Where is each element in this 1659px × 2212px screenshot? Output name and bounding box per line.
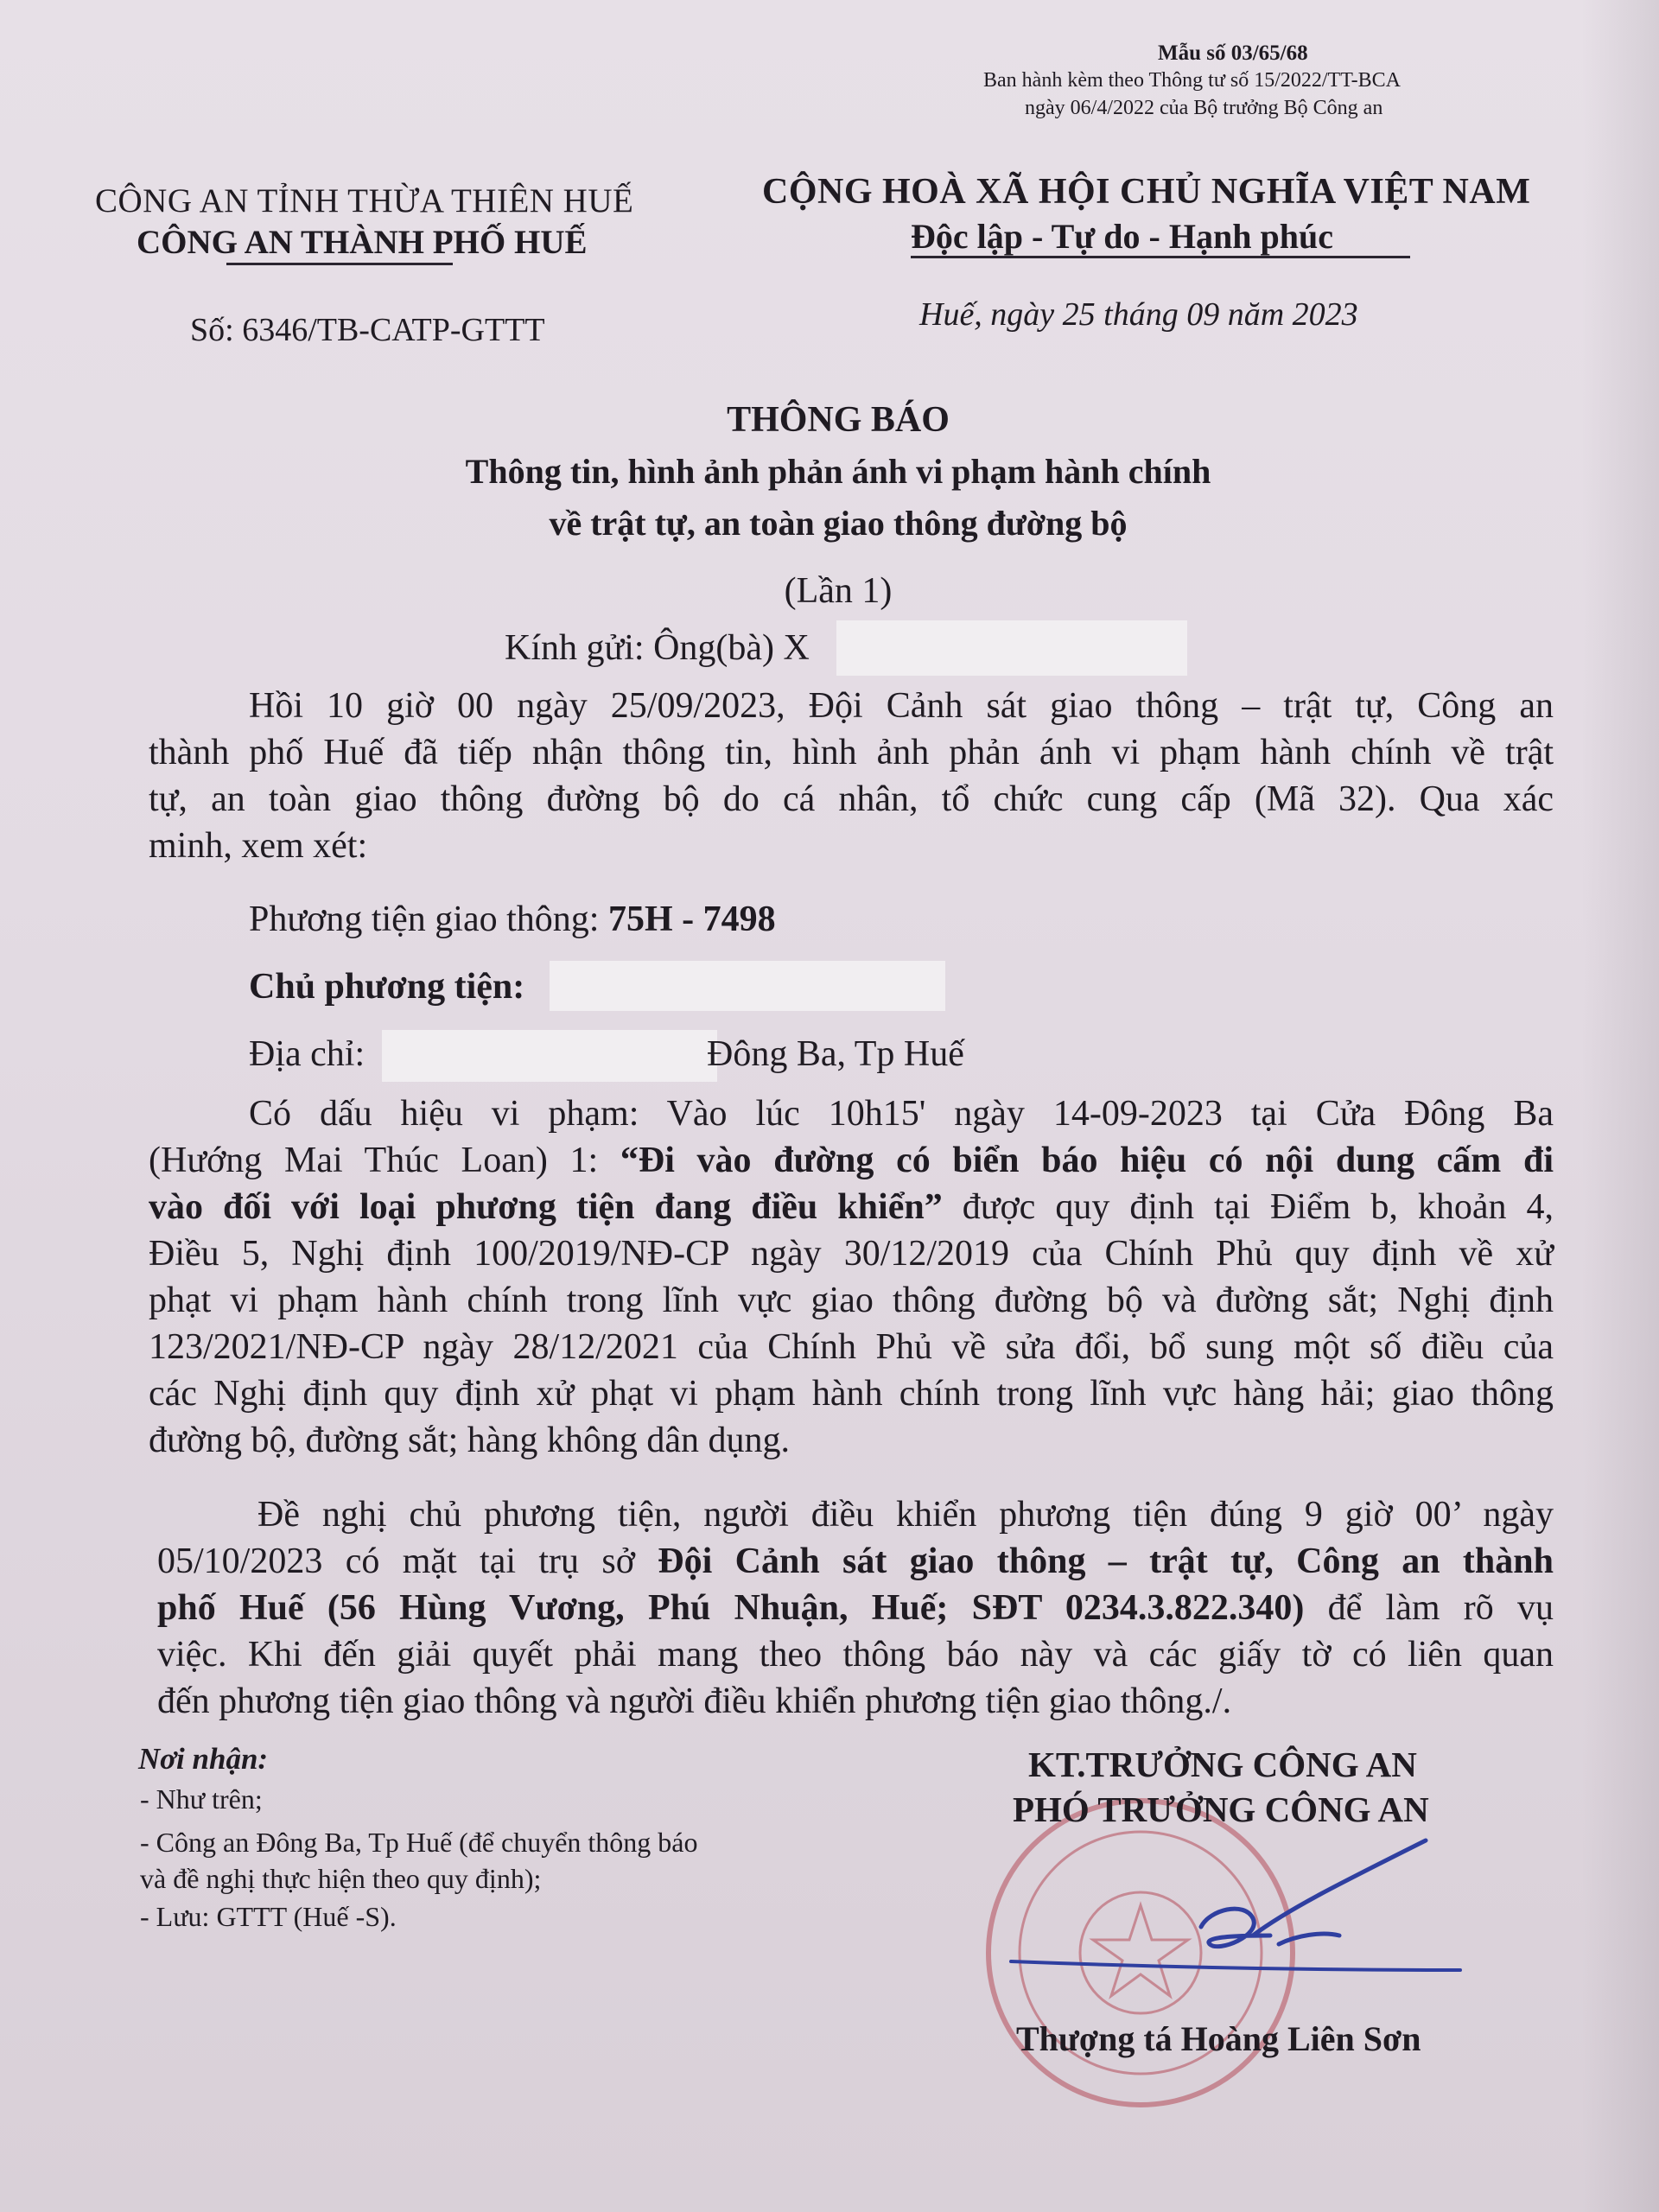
violation-line [149,1184,1554,1230]
recipients-title: Nơi nhận: [138,1742,269,1776]
recipient-item: - Như trên; [140,1783,263,1815]
intro-line: thành phố Huế đã tiếp nhận thông tin, hình ảnh phản ánh vi phạm hành chính về trật [149,733,1554,772]
violation-line: các Nghị định quy định xử phạt vi phạm hành chính trong lĩnh vực hàng hải; giao thông [149,1374,1554,1414]
violation-basis: được quy định tại Điểm b, khoản 4, [942,1187,1554,1227]
violation-line: 123/2021/NĐ-CP ngày 28/12/2021 của Chính Phủ về sửa đổi, bổ sung một số điều của [149,1327,1554,1367]
request-office-address: phố Huế (56 Hùng Vương, Phú Nhuận, Huế; SĐT 0234.3.822.340) [157,1588,1305,1628]
redaction-owner [550,961,945,1011]
page-shadow [1581,0,1659,2212]
intro-line: tự, an toàn giao thông đường bộ do cá nhân, tổ chức cung cấp (Mã 32). Qua xác [149,779,1554,819]
request-date: 05/10/2023 có mặt tại trụ sở [157,1541,658,1581]
signer-name: Thượng tá Hoàng Liên Sơn [1016,2019,1421,2058]
intro-paragraph [149,683,1554,869]
request-line: việc. Khi đến giải quyết phải mang theo thông báo này và các giấy tờ có liên quan [157,1635,1554,1675]
violation-line: Điều 5, Nghị định 100/2019/NĐ-CP ngày 30/12/2019 của Chính Phủ quy định về xử [149,1234,1554,1274]
violation-act: “Đi vào đường có biển báo hiệu có nội dung cấm đi [620,1141,1554,1180]
violation-line: Có dấu hiệu vi phạm: Vào lúc 10h15' ngày 14-09-2023 tại Cửa Đông Ba [249,1094,1554,1134]
request-line: Đề nghị chủ phương tiện, người điều khiển phương tiện đúng 9 giờ 00’ ngày [257,1495,1554,1535]
recipient-item: - Công an Đông Ba, Tp Huế (để chuyển thông báo [140,1827,698,1858]
notice-times: (Lần 1) [784,571,893,611]
national-title: CỘNG HOÀ XÃ HỘI CHỦ NGHĨA VIỆT NAM [762,172,1531,212]
signer-title-2: PHÓ TRƯỞNG CÔNG AN [1013,1789,1429,1829]
violation-location: (Hướng Mai Thúc Loan) 1: [149,1141,620,1180]
vehicle-plate: 75H - 7498 [607,899,776,939]
recipient-line: Kính gửi: Ông(bà) X [505,628,810,668]
recipient-item: và đề nghị thực hiện theo quy định); [140,1863,542,1894]
violation-act-cont: vào đối với loại phương tiện đang điều khiển” [149,1187,943,1227]
address-tail: Đông Ba, Tp Huế [707,1034,964,1074]
document-title: THÔNG BÁO [727,400,950,440]
request-paragraph [157,1491,1554,1725]
recipient-item: - Lưu: GTTT (Huế -S). [140,1901,397,1932]
vehicle-label: Phương tiện giao thông: [249,899,608,939]
signature [994,1806,1478,2013]
request-purpose: để làm rõ vụ [1304,1588,1554,1628]
document-subtitle-2: về trật tự, an toàn giao thông đường bộ [549,504,1128,543]
issuing-org: CÔNG AN THÀNH PHỐ HUẾ [137,224,588,261]
request-line: đến phương tiện giao thông và người điều khiển phương tiện giao thông./. [157,1681,1232,1721]
intro-line: Hồi 10 giờ 00 ngày 25/09/2023, Đội Cảnh sát giao thông – trật tự, Công an [249,686,1554,726]
issuing-org-parent: CÔNG AN TỈNH THỪA THIÊN HUẾ [95,182,634,219]
violation-line [149,1137,1554,1184]
request-office: Đội Cảnh sát giao thông – trật tự, Công an thành [658,1541,1554,1581]
redaction-recipient [836,620,1187,676]
owner-label: Chủ phương tiện: [249,967,525,1007]
violation-paragraph [149,1090,1554,1464]
form-number: Mẫu số 03/65/68 [1158,41,1308,65]
request-line [157,1538,1554,1585]
motto-underline [911,256,1410,258]
signer-title-1: KT.TRƯỞNG CÔNG AN [1028,1745,1417,1784]
address-label: Địa chỉ: [249,1034,365,1074]
intro-line: minh, xem xét: [149,826,368,866]
vehicle-field [249,899,776,940]
document-number: Số: 6346/TB-CATP-GTTT [190,312,545,348]
request-line [157,1585,1554,1631]
form-legal-date: ngày 06/4/2022 của Bộ trưởng Bộ Công an [1025,97,1383,119]
org-underline [226,263,453,265]
place-date: Huế, ngày 25 tháng 09 năm 2023 [919,296,1358,333]
document-subtitle-1: Thông tin, hình ảnh phản ánh vi phạm hành chính [465,452,1211,491]
violation-line: phạt vi phạm hành chính trong lĩnh vực giao thông đường bộ và đường sắt; Nghị định [149,1281,1554,1320]
violation-line: đường bộ, đường sắt; hàng không dân dụng. [149,1421,791,1460]
form-legal-basis: Ban hành kèm theo Thông tư số 15/2022/TT-BCA [983,69,1401,92]
national-motto: Độc lập - Tự do - Hạnh phúc [911,217,1333,256]
redaction-address [382,1030,717,1082]
